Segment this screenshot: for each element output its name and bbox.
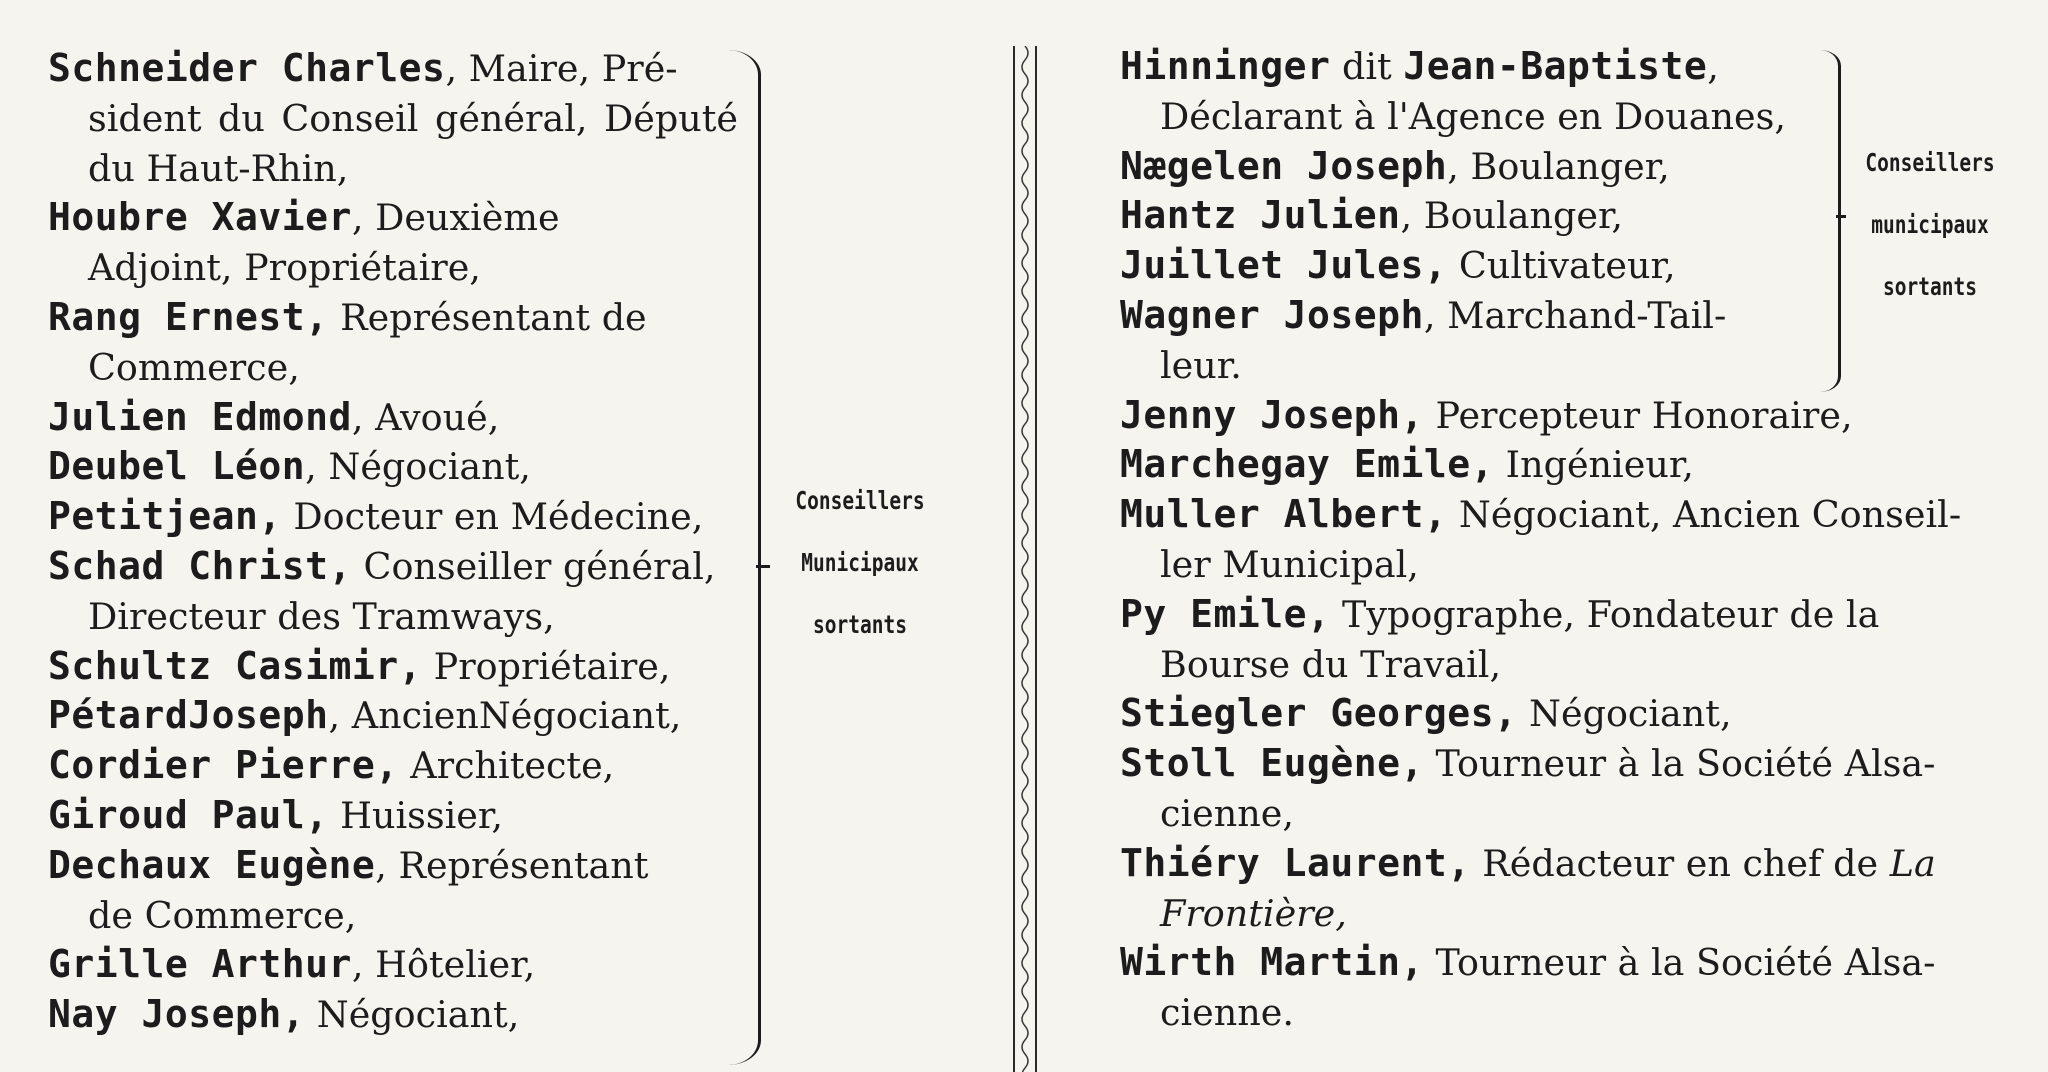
left-column (48, 44, 738, 1040)
list-item (1120, 490, 2000, 540)
entry-text: Négociant, (305, 993, 520, 1037)
list-item (1120, 739, 2000, 789)
entry-name: Wirth Martin, (1120, 940, 1424, 985)
entry-text: Typographe, Fondateur de la (1330, 592, 1880, 636)
right-side-label (1860, 132, 2000, 318)
entry-text: Tourneur à la Société Alsa- (1423, 742, 1936, 786)
entry-name: Petitjean, (48, 494, 282, 539)
entry-name: Stiegler Georges, (1120, 691, 1518, 736)
entry-text: Négociant, Ancien Conseil- (1447, 493, 1962, 537)
entry-text: , Avoué, (351, 395, 500, 439)
side-label-line: Municipaux (801, 548, 919, 577)
entry-text-italic: La (1889, 841, 1936, 885)
entry-text: Huissier, (328, 793, 503, 837)
entry-text: , Boulanger, (1447, 144, 1670, 188)
list-item (48, 791, 738, 841)
list-item (48, 293, 738, 343)
entry-name: Thiéry Laurent, (1120, 840, 1471, 885)
list-item (48, 193, 738, 243)
entry-name: Cordier Pierre, (48, 743, 399, 788)
list-item (48, 492, 738, 542)
list-item (1120, 440, 2000, 490)
entry-text: Architecte, (398, 744, 615, 788)
entry-text: , Maire, Pré- (445, 47, 678, 90)
entry-text: Représentant de (328, 295, 647, 339)
entry-continuation: du Haut-Rhin, (88, 146, 349, 190)
entry-continuation: Directeur des Tramways, (88, 594, 555, 638)
entry-name: Stoll Eugène, (1120, 741, 1424, 786)
entry-name: PétardJoseph (48, 693, 329, 738)
list-item (48, 990, 738, 1040)
entry-name: Nay Joseph, (48, 992, 306, 1037)
entry-name: Nægelen Joseph (1120, 143, 1448, 188)
entry-name: Jean-Baptiste (1403, 44, 1708, 88)
entry-name: Jenny Joseph, (1120, 392, 1424, 437)
list-item (1120, 938, 2000, 988)
entry-text: Cultivateur, (1447, 244, 1676, 288)
list-item (48, 741, 738, 791)
entry-continuation: cienne. (1160, 991, 1294, 1035)
entry-text: Docteur en Médecine, (281, 495, 704, 539)
right-brace (1820, 50, 1841, 392)
entry-name: Schneider Charles (48, 46, 446, 90)
entry-name: Hantz Julien (1120, 193, 1401, 238)
entry-text: Rédacteur en chef de (1470, 841, 1890, 885)
entry-name: Schad Christ, (48, 543, 352, 588)
entry-name: Grille Arthur (48, 942, 352, 987)
entry-name: Marchegay Emile, (1120, 442, 1495, 487)
side-label-line: Conseillers (1865, 148, 1995, 177)
entry-text: Ingénieur, (1494, 443, 1694, 487)
list-item (48, 393, 738, 443)
entry-continuation: ler Municipal, (1160, 542, 1419, 586)
entry-text: Négociant, (1517, 692, 1732, 736)
list-item (48, 44, 738, 94)
entry-text: Propriétaire, (422, 644, 671, 688)
list-item (48, 542, 738, 592)
entry-continuation: Frontière, (1160, 891, 1347, 935)
list-item (48, 442, 738, 492)
entry-continuation: cienne, (1160, 791, 1294, 835)
side-label-line: Conseillers (795, 486, 925, 515)
entry-text: , Marchand-Tail- (1423, 293, 1727, 337)
entry-text: , Deuxième (351, 196, 560, 240)
entry-name: Juillet Jules, (1120, 243, 1448, 288)
entry-name: Schultz Casimir, (48, 643, 423, 688)
list-item (48, 642, 738, 692)
entry-continuation: Déclarant à l'Agence en Douanes, (1160, 94, 1786, 138)
entry-continuation: de Commerce, (88, 893, 357, 937)
entry-text: , Négociant, (305, 445, 531, 489)
side-label-line: sortants (813, 610, 907, 639)
list-item (48, 691, 738, 741)
entry-name: Rang Ernest, (48, 294, 329, 339)
entry-name: Muller Albert, (1120, 492, 1448, 537)
entry-name: Houbre Xavier (48, 195, 352, 240)
entry-text: dit (1330, 45, 1404, 88)
entry-text: Tourneur à la Société Alsa- (1423, 941, 1936, 985)
entry-name: Hinninger (1120, 44, 1331, 88)
left-side-label (782, 470, 938, 656)
entry-continuation: Adjoint, Propriétaire, (88, 246, 481, 290)
left-brace (728, 50, 761, 1065)
list-item (1120, 391, 2000, 441)
side-label-line: sortants (1883, 272, 1977, 301)
entry-continuation: sident du Conseil général, Député (88, 96, 738, 140)
entry-text: Percepteur Honoraire, (1423, 393, 1853, 437)
entry-name: Dechaux Eugène (48, 842, 376, 887)
entry-text: , AncienNégociant, (328, 694, 682, 738)
entry-name: Giroud Paul, (48, 792, 329, 837)
entry-text: Conseiller général, (351, 544, 716, 588)
left-brace-tip (756, 565, 770, 568)
entry-name: Py Emile, (1120, 591, 1331, 636)
list-item (1120, 590, 2000, 640)
entry-continuation: leur. (1160, 343, 1242, 387)
right-brace-tip (1836, 215, 1846, 218)
entry-text: , Représentant (375, 843, 649, 887)
entry-name: Wagner Joseph (1120, 292, 1424, 337)
entry-text: , (1707, 45, 1719, 88)
list-item (1120, 42, 2000, 92)
entry-text: , Hôtelier, (351, 943, 536, 987)
entry-continuation: Bourse du Travail, (1160, 642, 1502, 686)
list-item (48, 841, 738, 891)
entry-name: Deubel Léon (48, 444, 306, 489)
list-item (1120, 839, 2000, 889)
side-label-line: municipaux (1871, 210, 1989, 239)
column-divider (1012, 46, 1038, 1072)
entry-name: Julien Edmond (48, 394, 352, 439)
entry-continuation: Commerce, (88, 345, 300, 389)
list-item (48, 940, 738, 990)
entry-text: , Boulanger, (1400, 194, 1624, 238)
list-item (1120, 689, 2000, 739)
